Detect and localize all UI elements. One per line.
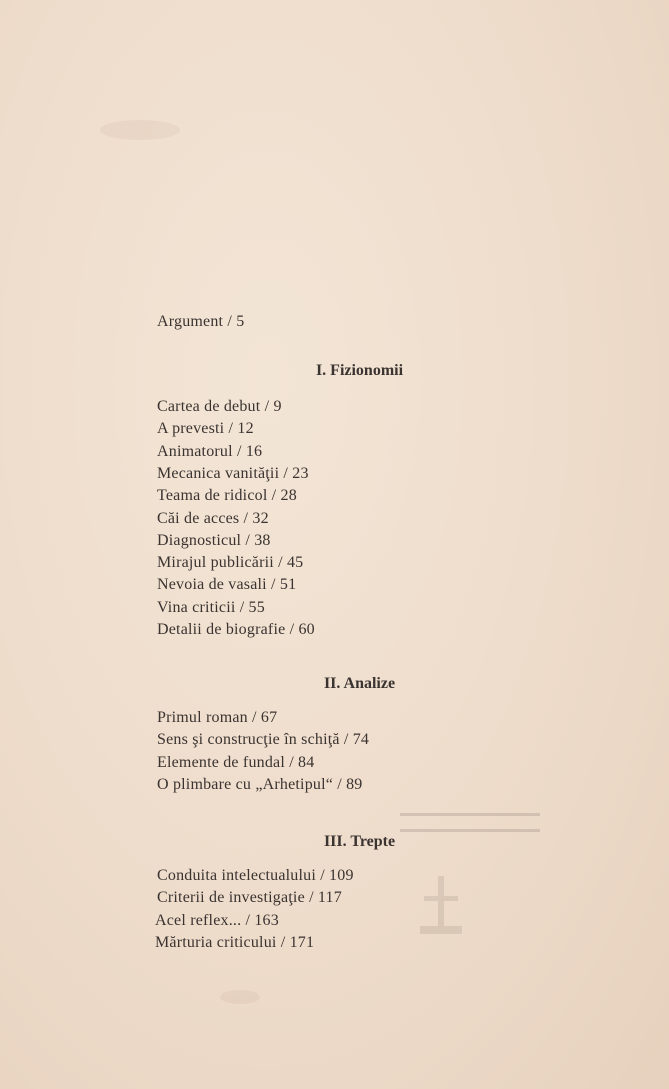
toc-entry: [157, 418, 254, 440]
entry-page: 45: [286, 554, 304, 572]
entry-page: 16: [245, 442, 263, 460]
paper-stain: [220, 990, 260, 1004]
entry-separator: /: [260, 398, 274, 415]
entry-page: 67: [260, 709, 278, 726]
entry-page: 74: [352, 731, 370, 749]
section-heading: II. Analize: [323, 675, 396, 692]
toc-entry: [157, 574, 296, 596]
entry-title: Căi de acces: [157, 509, 240, 527]
entry-separator: /: [223, 313, 237, 330]
entry-title: Diagnosticul: [157, 531, 242, 549]
toc-entry: [157, 552, 303, 574]
entry-separator: /: [235, 598, 249, 616]
entry-separator: /: [273, 554, 287, 572]
toc-entry: [157, 508, 269, 530]
toc-entry: [157, 729, 369, 751]
entry-page: 60: [298, 621, 315, 638]
entry-title: O plimbare cu „Arhetipul“: [157, 775, 334, 793]
entry-separator: /: [279, 464, 293, 482]
toc-entry: [157, 396, 282, 418]
toc-entry-argument: [157, 311, 244, 333]
entry-separator: /: [232, 442, 246, 460]
entry-separator: /: [241, 911, 255, 929]
entry-page: 163: [254, 911, 279, 929]
section-heading: I. Fizionomii: [315, 362, 404, 379]
toc-entry: [155, 932, 314, 954]
entry-separator: /: [285, 621, 299, 638]
toc-entry: [155, 910, 279, 932]
section-heading: III. Trepte: [323, 833, 396, 850]
entry-page: 171: [289, 933, 315, 951]
entry-page: 23: [292, 464, 309, 482]
toc-entry: [157, 485, 297, 507]
entry-title: Teama de ridicol: [157, 487, 268, 505]
entry-page: 117: [317, 889, 342, 907]
toc-entry: [157, 774, 363, 796]
entry-page: 5: [236, 313, 245, 330]
entry-title: Primul roman: [157, 709, 248, 726]
entry-separator: /: [239, 509, 253, 527]
entry-page: 32: [252, 509, 269, 527]
entry-separator: /: [276, 933, 290, 951]
entry-page: 84: [298, 753, 315, 771]
entry-title: Nevoia de vasali: [157, 576, 267, 594]
entry-page: 28: [280, 487, 297, 505]
entry-separator: /: [241, 531, 255, 549]
entry-page: 55: [248, 598, 265, 616]
bleed-through-text: ▬▬▬▬▬▬▬▬▬▬▬▬▬▬: [400, 824, 540, 835]
entry-separator: /: [316, 867, 330, 884]
entry-page: 38: [254, 531, 271, 549]
entry-title: Mecanica vanităţii: [157, 464, 280, 482]
toc-entry: [157, 441, 262, 463]
entry-separator: /: [267, 487, 281, 505]
bleed-through-text: ▬▬▬▬▬▬▬▬▬▬▬▬▬▬: [400, 808, 540, 819]
toc-entry: [157, 463, 309, 485]
entry-separator: /: [333, 775, 347, 793]
entry-title: Elemente de fundal: [157, 753, 285, 771]
entry-page: 9: [273, 398, 282, 415]
entry-page: 12: [237, 420, 254, 438]
toc-entry: [157, 530, 271, 552]
toc-entry: [157, 707, 277, 729]
entry-page: 51: [279, 576, 297, 594]
entry-title: Argument: [157, 313, 224, 330]
entry-title: Acel reflex...: [155, 911, 242, 929]
entry-title: A prevesti: [157, 420, 225, 438]
entry-page: 109: [329, 867, 354, 884]
entry-page: 89: [346, 775, 363, 793]
toc-entry: [157, 597, 265, 619]
entry-separator: /: [247, 709, 261, 726]
entry-separator: /: [266, 576, 280, 594]
entry-title: Mirajul publicării: [157, 554, 274, 572]
toc-entry: [157, 752, 314, 774]
entry-separator: /: [304, 889, 318, 907]
entry-title: Cartea de debut: [157, 398, 261, 415]
entry-title: Animatorul: [157, 442, 233, 460]
entry-separator: /: [224, 420, 238, 438]
toc-entry: [157, 619, 315, 641]
entry-title: Conduita intelectualului: [157, 867, 316, 884]
entry-title: Sens şi construcţie în schiţă: [157, 731, 340, 749]
entry-separator: /: [285, 753, 299, 771]
entry-title: Vina criticii: [157, 598, 236, 616]
entry-title: Detalii de biografie: [157, 621, 286, 638]
publisher-emblem-icon: [418, 868, 464, 940]
paper-stain: [100, 120, 180, 140]
toc-entry: [157, 865, 354, 887]
toc-entry: [157, 887, 342, 909]
entry-separator: /: [339, 731, 353, 749]
entry-title: Mărturia criticului: [155, 933, 277, 951]
entry-title: Criterii de investigaţie: [157, 889, 305, 907]
